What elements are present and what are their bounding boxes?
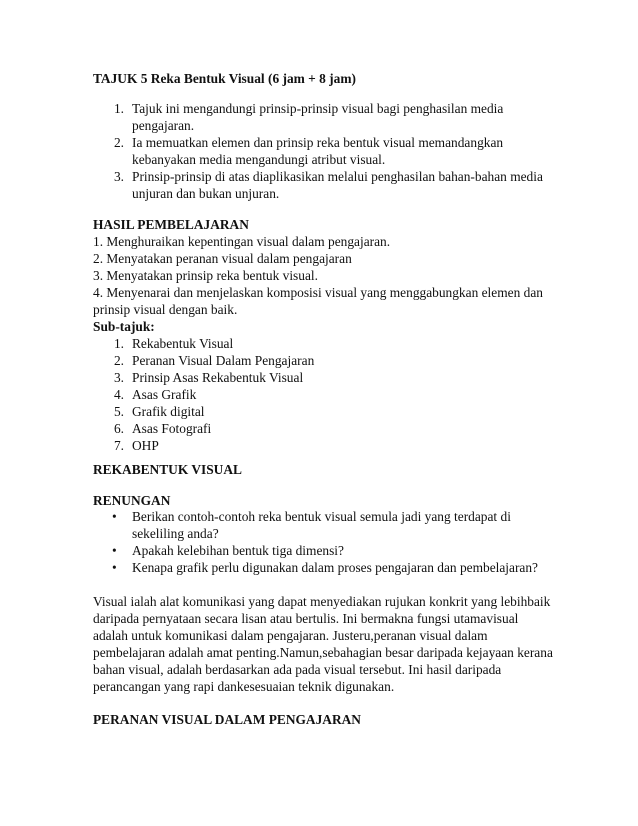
document-title: TAJUK 5 Reka Bentuk Visual (6 jam + 8 jam)	[93, 71, 356, 86]
list-text: Rekabentuk Visual	[132, 336, 234, 351]
list-item	[93, 420, 553, 437]
bullet-icon: •	[112, 543, 117, 558]
list-text: Berikan contoh-contoh reka bentuk visual semula jadi yang terdapat di sekeliling anda?	[132, 509, 511, 541]
hasil-line: 3. Menyatakan prinsip reka bentuk visual.	[93, 268, 318, 283]
list-text: Asas Fotografi	[132, 421, 212, 436]
list-number: 3.	[113, 370, 124, 385]
list-text: Prinsip-prinsip di atas diaplikasikan melalui penghasilan bahan-bahan media unjuran dan bukan unjuran.	[132, 169, 543, 201]
intro-list	[93, 100, 553, 202]
list-number: 3.	[113, 169, 124, 184]
list-item	[93, 403, 553, 420]
list-item	[93, 386, 553, 403]
hasil-list	[93, 233, 553, 318]
list-text: Peranan Visual Dalam Pengajaran	[132, 353, 315, 368]
list-number: 1.	[113, 101, 124, 116]
list-number: 2.	[113, 353, 124, 368]
list-item	[93, 100, 553, 134]
list-text: Asas Grafik	[132, 387, 197, 402]
list-number: 6.	[113, 421, 124, 436]
hasil-line: 1. Menghuraikan kepentingan visual dalam pengajaran.	[93, 234, 391, 249]
subtajuk-heading: Sub-tajuk:	[93, 319, 155, 334]
hasil-line: 4. Menyenarai dan menjelaskan komposisi visual yang menggabungkan elemen dan prinsip visual dengan baik.	[93, 285, 543, 317]
peranan-heading: PERANAN VISUAL DALAM PENGAJARAN	[93, 712, 361, 727]
list-item	[93, 335, 553, 352]
list-text: Kenapa grafik perlu digunakan dalam proses pengajaran dan pembelajaran?	[132, 560, 539, 575]
hasil-heading: HASIL PEMBELAJARAN	[93, 217, 249, 232]
list-text: OHP	[132, 438, 159, 453]
bullet-icon: •	[112, 509, 117, 524]
list-item	[93, 134, 553, 168]
subtajuk-list	[93, 335, 553, 454]
list-item	[93, 559, 553, 576]
body-paragraph: Visual ialah alat komunikasi yang dapat menyediakan rujukan konkrit yang lebihbaik daripada pernyataan secara lisan atau bertulis. Ini bermakna fungsi utamavisual adalah untuk komunikasi dalam pengajaran. Justeru,peranan visual dalam pembelajaran adalah amat penting.Namun,sebahagian besar daripada kejayaan kerana bahan visual, adalah berdasarkan ada pada visual tersebut. Ini hasil daripada perancangan yang rapi dankesesuaian teknik digunakan.	[93, 594, 553, 694]
list-number: 5.	[113, 404, 124, 419]
list-item	[93, 352, 553, 369]
list-item	[93, 168, 553, 202]
list-text: Tajuk ini mengandungi prinsip-prinsip visual bagi penghasilan media pengajaran.	[132, 101, 504, 133]
list-item	[93, 437, 553, 454]
list-text: Grafik digital	[132, 404, 205, 419]
renungan-heading: RENUNGAN	[93, 493, 171, 508]
list-number: 7.	[113, 438, 124, 453]
rekabentuk-heading: REKABENTUK VISUAL	[93, 462, 242, 477]
hasil-line: 2. Menyatakan peranan visual dalam pengajaran	[93, 251, 352, 266]
list-number: 2.	[113, 135, 124, 150]
renungan-list	[93, 508, 553, 576]
list-item	[93, 508, 553, 542]
list-item	[93, 369, 553, 386]
list-item	[93, 542, 553, 559]
list-text: Apakah kelebihan bentuk tiga dimensi?	[132, 543, 344, 558]
bullet-icon: •	[112, 560, 117, 575]
list-text: Ia memuatkan elemen dan prinsip reka bentuk visual memandangkan kebanyakan media mengandungi atribut visual.	[132, 135, 504, 167]
list-number: 1.	[113, 336, 124, 351]
list-text: Prinsip Asas Rekabentuk Visual	[132, 370, 304, 385]
list-number: 4.	[113, 387, 124, 402]
